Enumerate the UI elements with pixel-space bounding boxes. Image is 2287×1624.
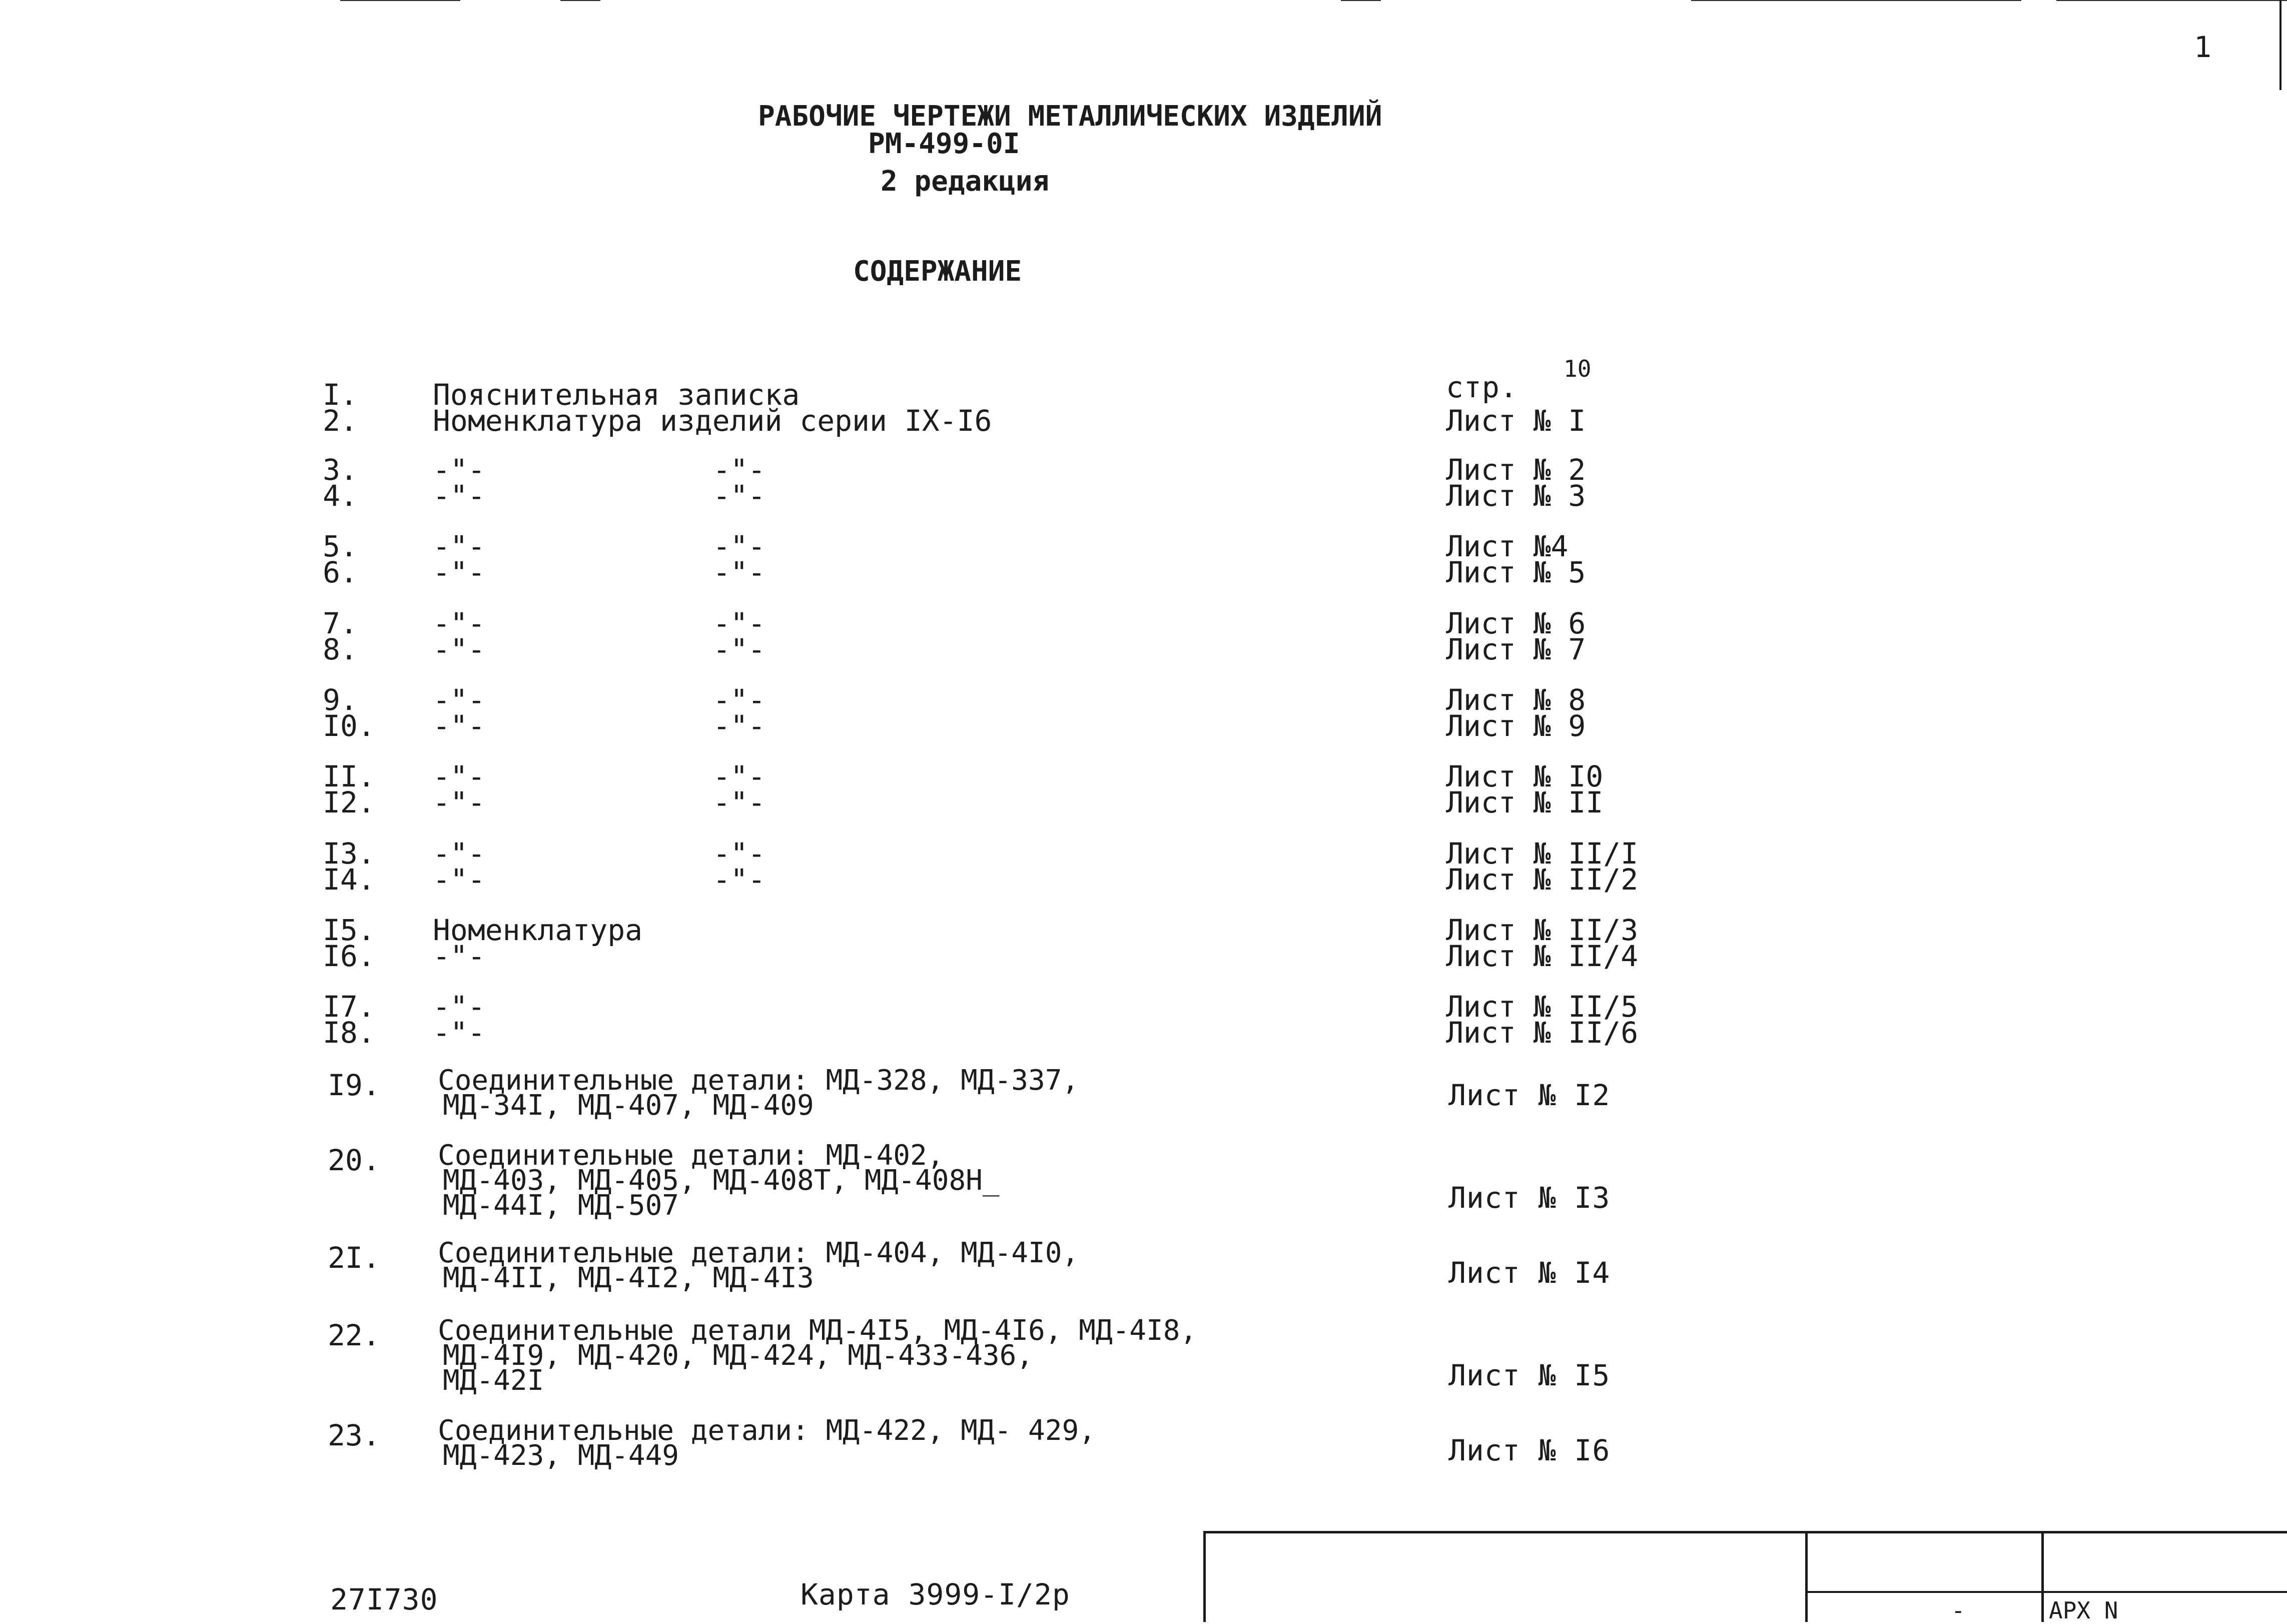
row-title: -"- [433,785,485,820]
row-number: I0. [323,709,375,743]
row-number: 7. [323,606,358,640]
block-number: 20. [328,1143,380,1177]
row-subtitle: -"- [713,863,766,897]
row-subtitle: -"- [713,529,766,563]
row-number: 3. [323,453,358,487]
page-number: 1 [2194,30,2212,64]
row-number: I2. [323,785,375,820]
block-line: Соединительные детали: МД-402, [438,1139,944,1172]
scan-edge [2279,0,2281,90]
row-title: -"- [433,632,485,666]
row-sheet: Лист № I0 [1446,759,1604,793]
row-sheet: Лист №4 [1446,529,1569,563]
row-sheet: Лист № II/2 [1446,863,1639,897]
row-title: -"- [433,606,485,640]
row-title: -"- [433,990,485,1024]
block-number: 22. [328,1318,380,1352]
row-number: 5. [323,529,358,563]
block-line: МД-44I, МД-507 [443,1189,679,1222]
block-sheet: Лист № I4 [1448,1256,1611,1290]
block-line: Соединительные детали: МД-404, МД-4I0, [438,1237,1079,1269]
row-title: -"- [433,759,485,793]
title-block-row-line [1805,1591,2287,1593]
row-number: I4. [323,863,375,897]
scan-artifact [1341,0,1381,1]
inventory-number: 27I730 [330,1582,438,1616]
block-number: 2I. [328,1241,380,1275]
scan-artifact [340,0,460,1]
row-subtitle: -"- [713,632,766,666]
stamp-mark: - [1951,1597,1965,1624]
row-number: 4. [323,479,358,513]
row-title: -"- [433,453,485,487]
block-line: Соединительные детали МД-4I5, МД-4I6, МД-4I8, [438,1314,1197,1347]
row-number: 2. [323,404,358,438]
row-sheet: Лист № 8 [1446,683,1586,717]
title-block-divider [1805,1531,1808,1622]
row-sheet: Лист № II/4 [1446,939,1639,973]
row-subtitle: -"- [713,555,766,589]
row-sheet: Лист № II/6 [1446,1016,1639,1050]
scan-artifact [1811,0,2021,1]
row-title: -"- [433,479,485,513]
block-sheet: Лист № I2 [1448,1078,1611,1112]
row-sheet: Лист № I [1446,404,1586,438]
document-edition: 2 редакция [881,165,1050,198]
block-number: I9. [328,1068,380,1102]
row-number: I3. [323,837,375,871]
scan-artifact [2056,0,2287,1]
page-column-label: стр. [1446,370,1518,404]
row-subtitle: -"- [713,683,766,717]
title-block-left [1203,1531,1206,1622]
row-sheet: Лист № 5 [1446,555,1586,589]
scan-artifact [1691,0,1811,1]
row-title: Номенклатура [433,913,643,947]
row-title: -"- [433,863,485,897]
block-line: МД-34I, МД-407, МД-409 [443,1089,814,1122]
title-block-divider [2041,1531,2044,1622]
row-title: -"- [433,837,485,871]
row-sheet: Лист № 3 [1446,479,1586,513]
row-sheet: Лист № II/3 [1446,913,1639,947]
row-number: 8. [323,632,358,666]
row-number: I6. [323,939,375,973]
row-subtitle: -"- [713,785,766,820]
block-line: МД-423, МД-449 [443,1439,679,1472]
row-subtitle: -"- [713,759,766,793]
row-number: 9. [323,683,358,717]
row-sheet: Лист № II [1446,785,1604,820]
row-sheet: Лист № 9 [1446,709,1586,743]
document-title: РАБОЧИЕ ЧЕРТЕЖИ МЕТАЛЛИЧЕСКИХ ИЗДЕЛИЙ [758,100,1382,133]
row-sheet: Лист № 2 [1446,453,1586,487]
row-title: -"- [433,709,485,743]
row-sheet: Лист № II/5 [1446,990,1639,1024]
block-number: 23. [328,1418,380,1452]
block-line: Соединительные детали: МД-422, МД- 429, [438,1414,1096,1447]
row-number: I8. [323,1016,375,1050]
row-title: -"- [433,939,485,973]
row-number: I5. [323,913,375,947]
row-subtitle: -"- [713,479,766,513]
row-number: I. [323,378,358,412]
block-sheet: Лист № I5 [1448,1358,1611,1392]
row-subtitle: -"- [713,606,766,640]
block-sheet: Лист № I6 [1448,1433,1611,1467]
block-line: Соединительные детали: МД-328, МД-337, [438,1064,1079,1097]
contents-heading: СОДЕРЖАНИЕ [853,255,1022,288]
row-title: Номенклатура изделий серии IX-I6 [433,404,992,438]
page-column-value: 10 [1564,355,1592,382]
row-title: Пояснительная записка [433,378,800,412]
row-sheet: Лист № 7 [1446,632,1586,666]
block-line: МД-4II, МД-4I2, МД-4I3 [443,1262,814,1294]
block-sheet: Лист № I3 [1448,1181,1611,1215]
block-line: МД-42I [443,1364,544,1397]
row-title: -"- [433,529,485,563]
title-block-top [1203,1531,2287,1533]
archive-number-label: АРХ N [2049,1597,2118,1624]
row-number: II. [323,759,375,793]
row-title: -"- [433,683,485,717]
row-title: -"- [433,555,485,589]
row-number: I7. [323,990,375,1024]
row-subtitle: -"- [713,453,766,487]
block-line: МД-403, МД-405, МД-408Т, МД-408Н_ [443,1164,1000,1197]
row-sheet: Лист № II/I [1446,837,1639,871]
row-subtitle: -"- [713,837,766,871]
map-reference: Карта 3999-I/2р [801,1577,1070,1611]
scan-artifact [560,0,600,1]
block-line: МД-4I9, МД-420, МД-424, МД-433-436, [443,1339,1034,1372]
row-sheet: Лист № 6 [1446,606,1586,640]
row-number: 6. [323,555,358,589]
row-subtitle: -"- [713,709,766,743]
row-title: -"- [433,1016,485,1050]
document-code: РМ-499-0I [868,128,1020,160]
